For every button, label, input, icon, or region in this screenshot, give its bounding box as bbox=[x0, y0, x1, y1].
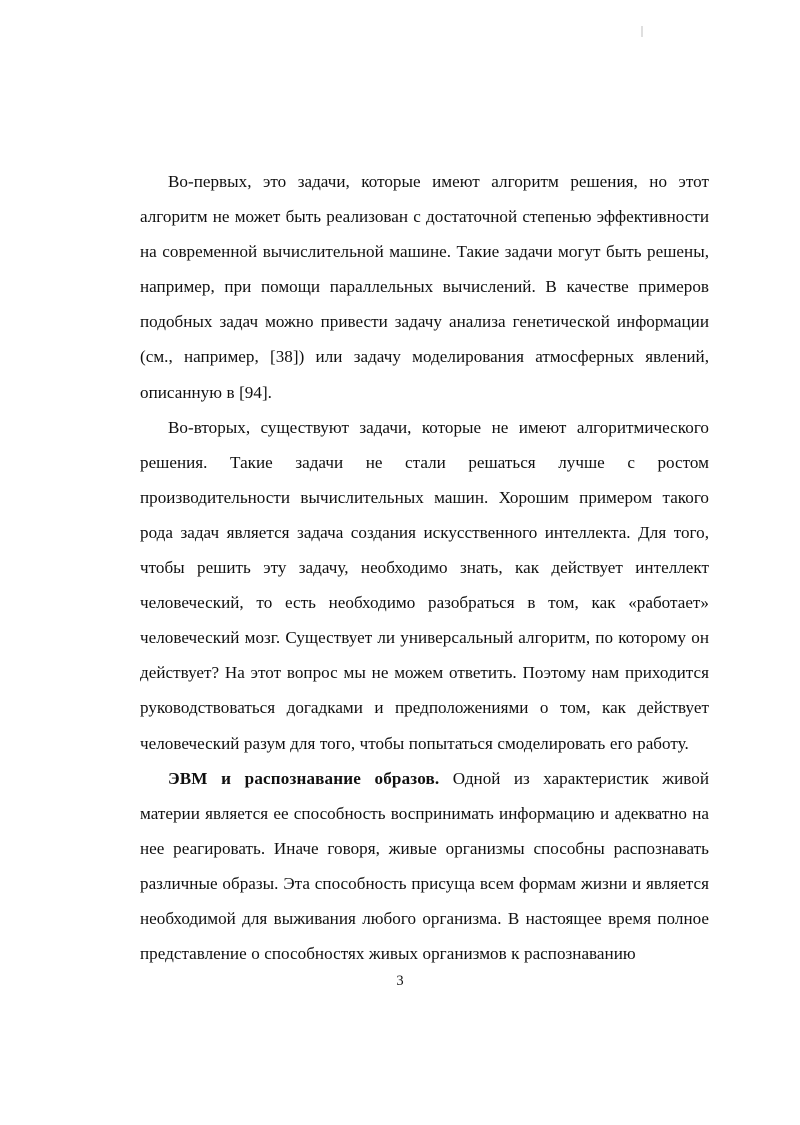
paragraph-vo-vtoryh bbox=[140, 410, 709, 761]
paragraph-evm-raspoznavanie bbox=[140, 761, 709, 972]
paragraph-text: Одной из характеристик живой материи является ее способность воспринимать информацию и адекватно на нее реагировать. Иначе говоря, живые организмы способны распознавать различные образы. Эта способность присуща всем формам жизни и является необходимой для выживания любого организма. В настоящее время полное представление о способностях живых организмов к распознаванию bbox=[140, 768, 709, 964]
body-text-column bbox=[140, 164, 709, 971]
scan-artifact-speck bbox=[641, 26, 643, 37]
paragraph-text: Во-вторых, существуют задачи, которые не имеют алгоритмического решения. Такие задачи не стали решаться лучше с ростом производительности вычислительных машин. Хорошим примером такого рода задач является задача создания искусственного интеллекта. Для того, чтобы решить эту задачу, необходимо знать, как действует интеллект человеческий, то есть необходимо разобраться в том, как «работает» человеческий мозг. Существует ли универсальный алгоритм, по которому он действует? На этот вопрос мы не можем ответить. Поэтому нам приходится руководствоваться догадками и предположениями о том, как действует человеческий разум для того, чтобы попытаться смоделировать его работу. bbox=[140, 417, 709, 753]
paragraph-vo-pervyh bbox=[140, 164, 709, 410]
paragraph-text: Во-первых, это задачи, которые имеют алгоритм решения, но этот алгоритм не может быть реализован с достаточной степенью эффективности на современной вычислительной машине. Такие задачи могут быть решены, например, при помощи параллельных вычислений. В качестве примеров подобных задач можно привести задачу анализа генетической информации (см., например, [38]) или задачу моделирования атмосферных явлений, описанную в [94]. bbox=[140, 172, 709, 402]
page-number: 3 bbox=[396, 973, 404, 989]
run-in-heading: ЭВМ и распознавание образов. bbox=[168, 768, 440, 788]
